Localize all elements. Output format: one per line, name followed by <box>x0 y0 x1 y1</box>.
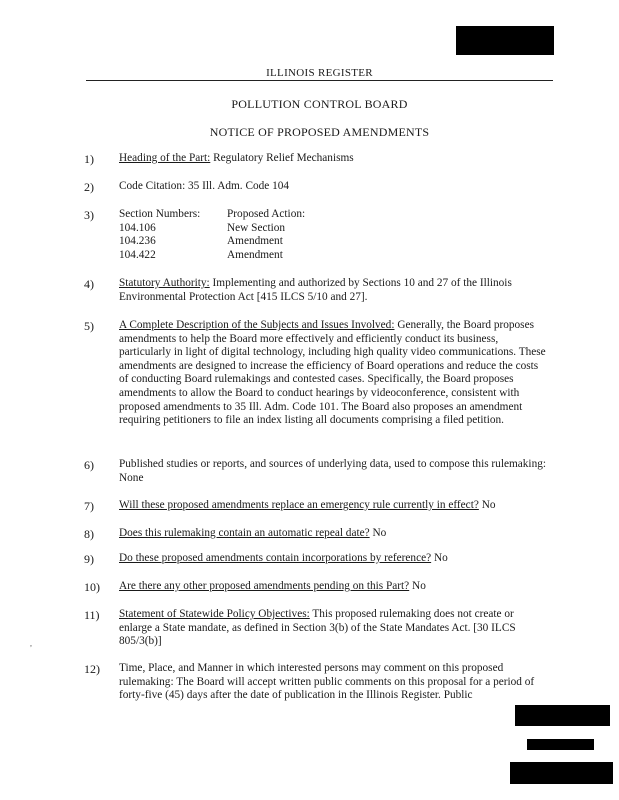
proposed-action: New Section <box>227 221 286 234</box>
item-label: Do these proposed amendments contain incorporations by reference? <box>119 552 432 564</box>
item-incorporations <box>119 552 549 566</box>
item-statutory-authority <box>119 277 549 304</box>
item-text: No <box>433 552 448 564</box>
column-header-sections: Section Numbers: <box>119 208 201 220</box>
item-number: 4) <box>84 277 94 291</box>
item-number: 11) <box>84 608 100 622</box>
item-label: Statement of Statewide Policy Objectives: <box>119 608 310 620</box>
item-number: 8) <box>84 527 94 541</box>
notice-title: NOTICE OF PROPOSED AMENDMENTS <box>209 125 430 139</box>
item-number: 5) <box>84 319 94 333</box>
column-header-actions: Proposed Action: <box>227 208 306 220</box>
item-pending-amendments <box>119 580 549 594</box>
redaction-bottom-2 <box>527 739 594 750</box>
item-text: No <box>372 527 387 539</box>
item-time-place-manner <box>119 662 549 703</box>
margin-mark: , <box>30 639 32 648</box>
item-label: Statutory Authority: <box>119 277 210 289</box>
section-number: 104.236 <box>119 235 156 247</box>
item-published-studies <box>119 458 549 485</box>
item-label: Will these proposed amendments replace an emergency rule currently in effect? <box>119 499 479 511</box>
item-number: 3) <box>84 208 94 222</box>
proposed-action: Amendment <box>227 235 283 247</box>
item-number: 12) <box>84 662 100 676</box>
item-label: A Complete Description of the Subjects and Issues Involved: <box>119 319 395 331</box>
item-code-citation <box>119 180 549 194</box>
item-text: Generally, the Board proposes amendments to help the Board more effectively and efficiently conduct its business, particularly in light of digital technology, including high quality video communications. These amendments are designed to increase the efficiency of Board operations and reduce the costs of conducting Board rulemakings and contested cases. Specifically, the Board proposes amendments to allow the Board to conduct hearings by videoconference, consistent with proposed amendments to 35 Ill. Adm. Code 101. The Board also proposes an amendment requiring petitioners to file an index listing all documents comprising a filed petition. <box>119 319 546 427</box>
item-label: Does this rulemaking contain an automatic repeal date? <box>119 527 370 539</box>
section-number: 104.422 <box>119 248 156 261</box>
item-label: Heading of the Part: <box>119 152 211 164</box>
item-number: 7) <box>84 499 94 513</box>
item-text: No <box>412 580 426 592</box>
item-text: Time, Place, and Manner in which interested persons may comment on this proposed rulemaking: The Board will accept written public comments on this proposal for a period of forty-five (45) days after the date of publication in the Illinois Register. Public <box>119 662 535 702</box>
redaction-top-right <box>456 26 554 55</box>
redaction-bottom-1 <box>515 705 610 726</box>
item-heading-of-part <box>119 152 549 166</box>
item-emergency-rule <box>119 499 549 513</box>
item-policy-objectives <box>119 608 549 649</box>
agency-title: POLLUTION CONTROL BOARD <box>231 97 408 111</box>
redaction-bottom-3 <box>510 762 613 784</box>
item-number: 2) <box>84 180 94 194</box>
item-number: 9) <box>84 552 94 566</box>
item-repeal-date <box>119 527 549 541</box>
item-number: 1) <box>84 152 94 166</box>
item-text: Implementing and authorized by Sections 10 and 27 of the Illinois Environmental Protection Act [415 ILCS 5/10 and 27]. <box>119 277 512 303</box>
item-text: Published studies or reports, and sources of underlying data, used to compose this rulemaking: None <box>119 458 547 484</box>
proposed-action: Amendment <box>227 248 283 261</box>
section-number: 104.106 <box>119 221 156 234</box>
item-number: 6) <box>84 458 94 472</box>
header-rule <box>86 80 553 81</box>
item-section-table <box>119 208 549 262</box>
item-description <box>119 319 549 428</box>
register-title: ILLINOIS REGISTER <box>266 67 373 79</box>
item-text: Regulatory Relief Mechanisms <box>213 152 354 164</box>
item-text: Code Citation: 35 Ill. Adm. Code 104 <box>119 180 290 192</box>
item-label: Are there any other proposed amendments pending on this Part? <box>119 580 410 592</box>
item-number: 10) <box>84 580 100 594</box>
item-text: No <box>481 499 496 511</box>
item-text: This proposed rulemaking does not create or enlarge a State mandate, as defined in Section 3(b) of the State Mandates Act. [30 ILCS 805/3(b)] <box>119 608 516 648</box>
